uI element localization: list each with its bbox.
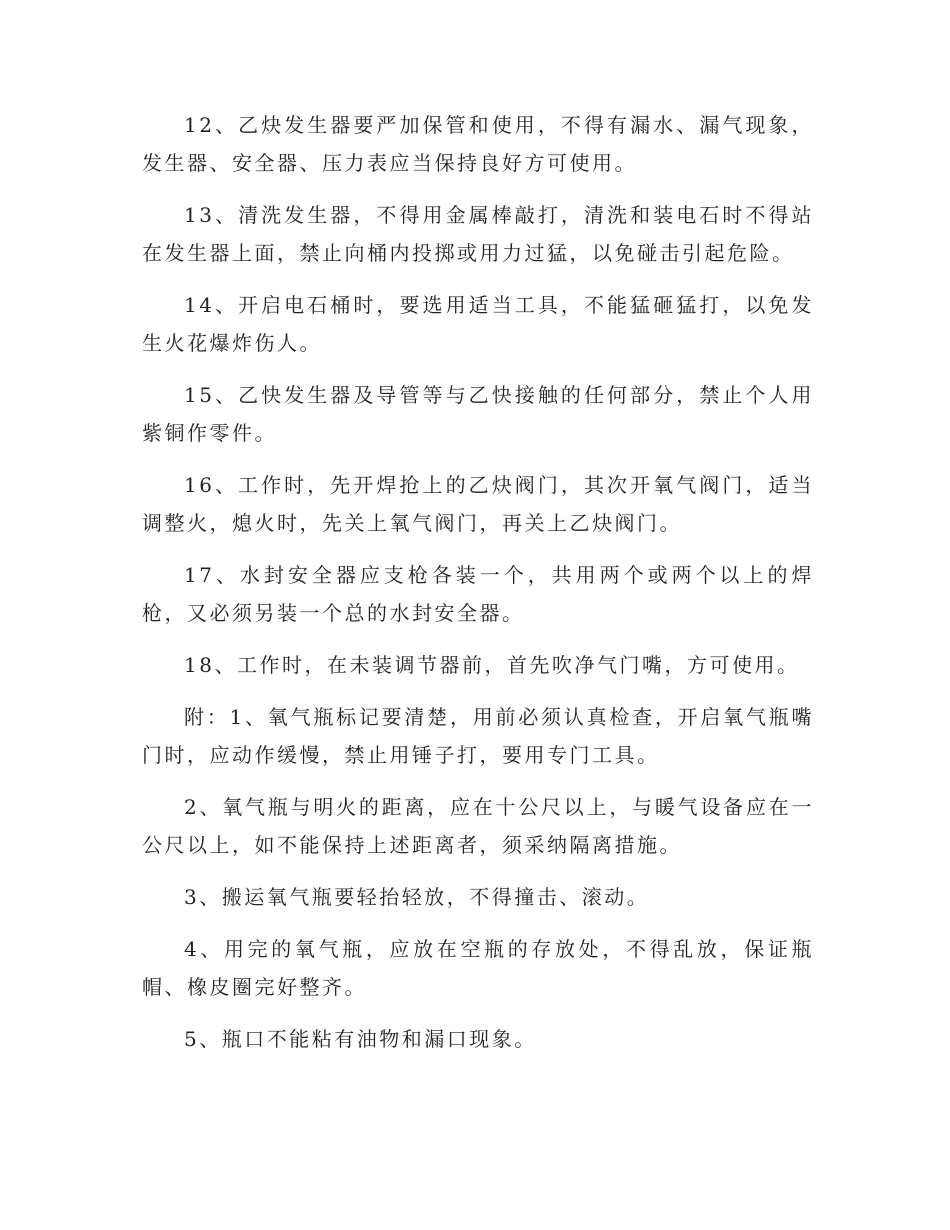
paragraph-rule-13: 13、清洗发生器，不得用金属棒敲打，清洗和装电石时不得站在发生器上面，禁止向桶内投掷或用力过猛，以免碰击引起危险。 (142, 203, 814, 265)
paragraph-appendix-1: 附：1、氧气瓶标记要清楚，用前必须认真检查，开启氧气瓶嘴门时，应动作缓慢，禁止用锤子打，要用专门工具。 (142, 705, 814, 767)
paragraph-appendix-2: 2、氧气瓶与明火的距离，应在十公尺以上，与暖气设备应在一公尺以上，如不能保持上述距离者，须采纳隔离措施。 (142, 795, 814, 857)
paragraph-rule-14: 14、开启电石桶时，要选用适当工具，不能猛砸猛打，以免发生火花爆炸伤人。 (142, 293, 814, 355)
paragraph-rule-18: 18、工作时，在未装调节器前，首先吹净气门嘴，方可使用。 (184, 653, 800, 677)
paragraph-appendix-3: 3、搬运氧气瓶要轻抬轻放，不得撞击、滚动。 (184, 885, 650, 909)
paragraph-appendix-5: 5、瓶口不能粘有油物和漏口现象。 (184, 1027, 537, 1051)
document-body (142, 106, 814, 1072)
paragraph-appendix-4: 4、用完的氧气瓶，应放在空瓶的存放处，不得乱放，保证瓶帽、橡皮圈完好整齐。 (142, 937, 814, 999)
paragraph-rule-15: 15、乙快发生器及导管等与乙快接触的任何部分，禁止个人用紫铜作零件。 (142, 383, 814, 445)
paragraph-rule-16: 16、工作时，先开焊抢上的乙炔阀门，其次开氧气阀门，适当调整火，熄火时，先关上氧气阀门，再关上乙炔阀门。 (142, 473, 814, 535)
paragraph-rule-12: 12、乙炔发生器要严加保管和使用，不得有漏水、漏气现象，发生器、安全器、压力表应当保持良好方可使用。 (142, 113, 814, 175)
paragraph-rule-17: 17、水封安全器应支枪各装一个，共用两个或两个以上的焊枪，又必须另装一个总的水封安全器。 (142, 563, 814, 625)
